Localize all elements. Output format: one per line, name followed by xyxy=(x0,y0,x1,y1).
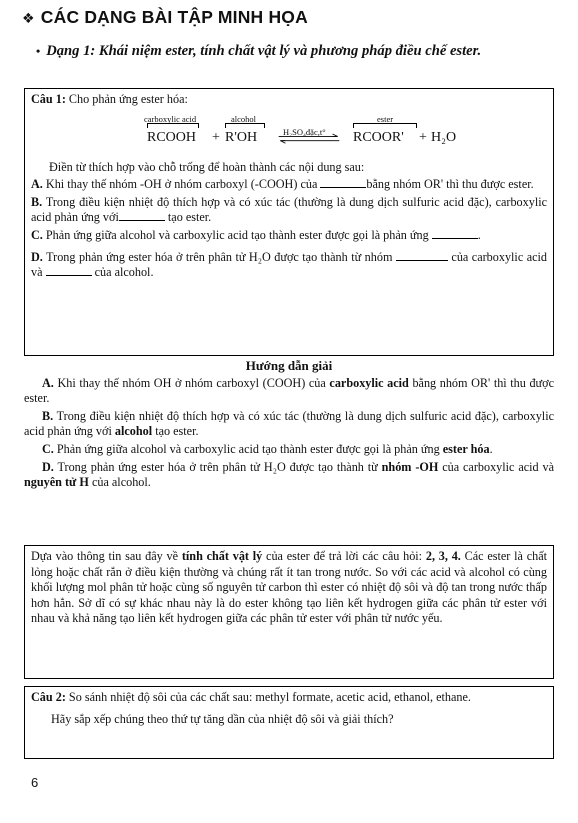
plus-sign: + xyxy=(212,129,220,145)
physical-properties-info-box xyxy=(24,545,554,679)
alcohol-formula: R'OH xyxy=(225,129,258,145)
guide-a: A. Khi thay thế nhóm OH ở nhóm carboxyl (COOH) của carboxylic acid bằng nhóm OR' thì thu được ester. xyxy=(24,375,555,406)
water-formula: H₂O xyxy=(431,129,457,145)
plus-sign-2: + xyxy=(419,129,427,145)
guide-b: B. Trong điều kiện nhiệt độ thích hợp và có xúc tác (thường là dung dịch sulfuric acid đặc), carboxylic acid phản ứng với alcohol tạo ester. xyxy=(24,408,554,439)
q1-item-b: B. Trong điều kiện nhiệt độ thích hợp và có xúc tác (thường là dung dịch sulfuric acid đặc), carboxylic acid phản ứng với tạo ester. xyxy=(31,194,547,225)
fill-blank[interactable] xyxy=(396,250,448,261)
fill-blank[interactable] xyxy=(119,210,165,221)
fill-blank[interactable] xyxy=(432,228,478,239)
fill-blank[interactable] xyxy=(320,177,366,188)
ester-overlabel: ester xyxy=(377,113,394,124)
solution-guide xyxy=(24,358,554,493)
alcohol-overlabel: alcohol xyxy=(231,113,257,124)
reaction-equation xyxy=(31,110,547,160)
guide-title: Hướng dẫn giải xyxy=(245,358,333,373)
question-2-box xyxy=(24,686,554,759)
section-heading: ❖ CÁC DẠNG BÀI TẬP MINH HỌA xyxy=(22,7,308,27)
fill-blank[interactable] xyxy=(46,265,92,276)
diamond-bullet-icon: ❖ xyxy=(22,10,35,26)
guide-c: C. Phản ứng giữa alcohol và carboxylic acid tạo thành ester được gọi là phản ứng ester hóa. xyxy=(42,441,493,456)
q1-item-d: D. Trong phản ứng ester hóa ở trên phân tử H₂O được tạo thành từ nhóm của carboxylic acid và của alcohol. xyxy=(31,249,548,280)
ester-formula: RCOOR' xyxy=(353,129,404,145)
acid-formula: RCOOH xyxy=(147,129,197,145)
reaction-condition: H₂SO₄đặc,t° xyxy=(283,126,326,137)
q2-ask: Hãy sắp xếp chúng theo thứ tự tăng dần của nhiệt độ sôi và giải thích? xyxy=(51,711,394,726)
q1-instruction: Điền từ thích hợp vào chỗ trống để hoàn thành các nội dung sau: xyxy=(49,159,365,174)
subheading: • Dạng 1: Khái niệm ester, tính chất vật lý và phương pháp điều chế ester. xyxy=(36,43,482,59)
q1-intro: Câu 1: Cho phản ứng ester hóa: xyxy=(31,92,188,106)
question-1-box xyxy=(24,88,554,356)
bullet-icon: • xyxy=(36,44,41,58)
q1-item-c: C. Phản ứng giữa alcohol và carboxylic acid tạo thành ester được gọi là phản ứng . xyxy=(31,227,481,242)
guide-d: D. Trong phản ứng ester hóa ở trên phân tử H₂O được tạo thành từ nhóm -OH của carboxylic acid và nguyên tử H của alcohol. xyxy=(24,459,554,490)
acid-brace xyxy=(147,123,199,128)
alcohol-brace xyxy=(225,123,265,128)
page-number: 6 xyxy=(31,775,39,790)
q1-item-a: A. Khi thay thế nhóm -OH ở nhóm carboxyl (-COOH) của bằng nhóm OR' thì thu được ester. xyxy=(31,177,534,192)
ester-brace xyxy=(353,123,417,128)
q2-text: Câu 2: So sánh nhiệt độ sôi của các chất sau: methyl formate, acetic acid, ethanol, ethane. xyxy=(31,690,471,704)
equilibrium-arrow-icon xyxy=(277,132,341,146)
acid-overlabel: carboxylic acid xyxy=(144,113,197,124)
info-intro: Dựa vào thông tin sau đây về tính chất vật lý của ester để trả lời các câu hỏi: 2, 3, 4. Các ester là chất lỏng hoặc chất rắn ở điều kiện thường và chúng rất ít tan trong nước. So với các acid và alcohol có cùng khối lượng mol phân tử hoặc cùng số nguyên tử carbon thì ester có nhiệt độ sôi và độ tan trong nước thấp hơn hẳn. Sở dĩ có sự khác nhau này là do ester không tạo liên kết hydrogen giữa các phân tử ester với nhau và khả năng tạo liên kết hydrogen giữa các phân tử ester với phân tử nước yếu. xyxy=(31,549,548,626)
